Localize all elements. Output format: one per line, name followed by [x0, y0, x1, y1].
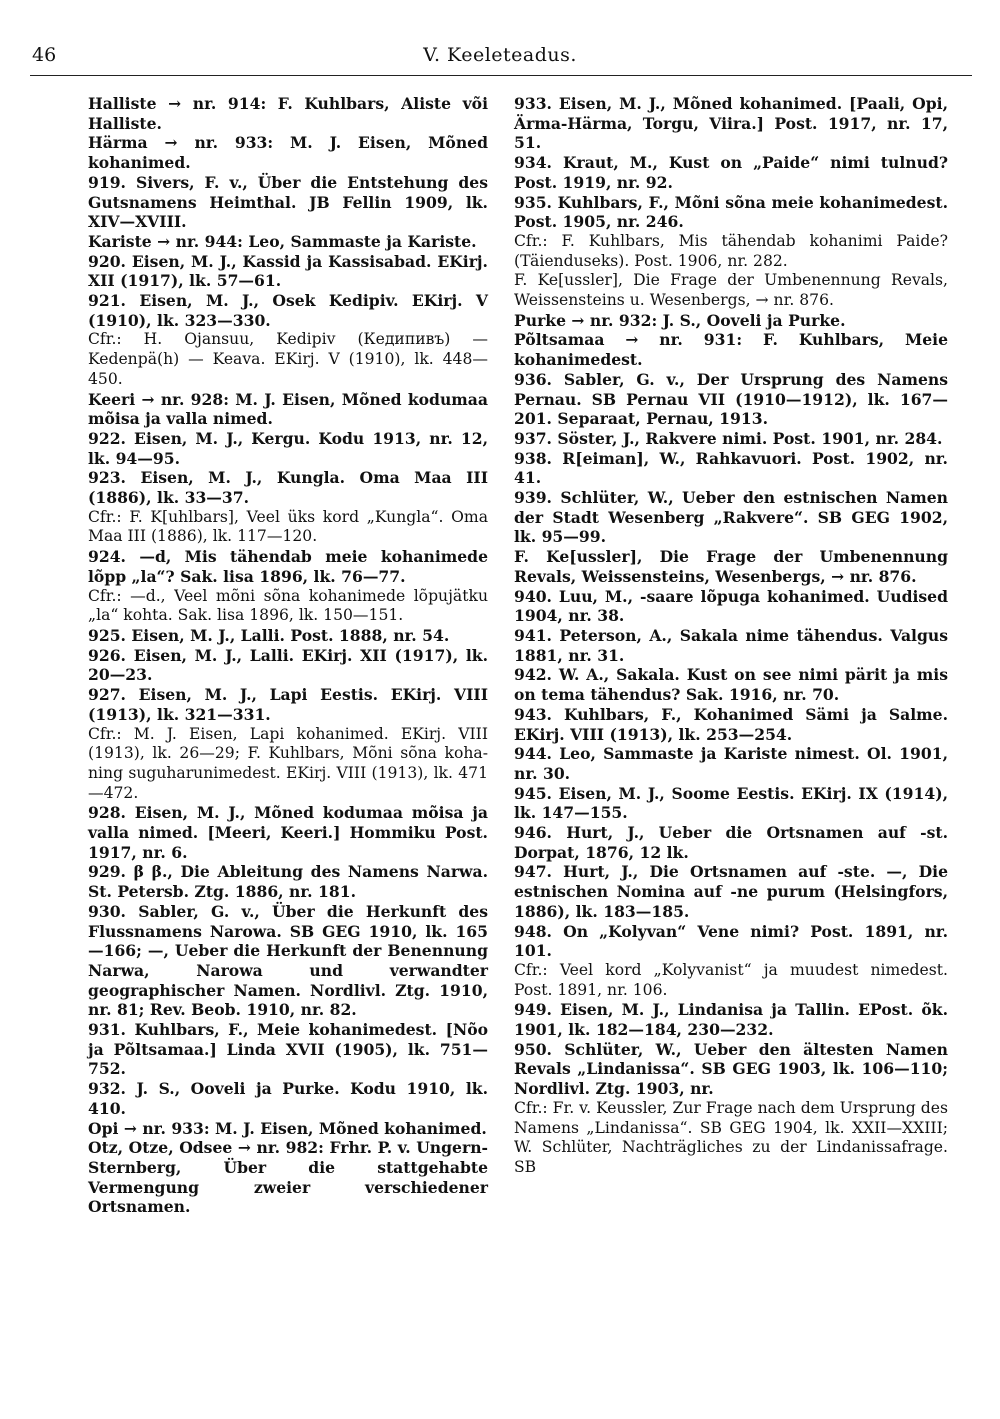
bibliography-entry: 923. Eisen, M. J., Kungla. Oma Maa III (1886), lk. 33—37.	[88, 468, 488, 508]
bibliography-entry: 938. R[eiman], W., Rahkavuori. Post. 1902, nr. 41.	[514, 448, 948, 488]
cross-reference-entry: Cfr.: H. Ojansuu, Kedipiv (Кедипивъ) — Kedenpä(h) — Keava. EKirj. V (1910), lk. 448—450.	[88, 330, 488, 388]
bibliography-entry: 940. Luu, M., -saare lõpuga kohanimed. Uudised 1904, nr. 38.	[514, 586, 948, 626]
bibliography-entry: 949. Eisen, M. J., Lindanisa ja Tallin. EPost. õk. 1901, lk. 182—184, 230—232.	[514, 1000, 948, 1040]
bibliography-entry: 927. Eisen, M. J., Lapi Eestis. EKirj. VIII (1913), lk. 321—331.	[88, 685, 488, 724]
cross-reference-entry: Cfr.: F. Kuhlbars, Mis tähendab kohanimi Paide? (Täienduseks). Post. 1906, nr. 282.	[514, 231, 948, 270]
bibliography-entry: 925. Eisen, M. J., Lalli. Post. 1888, nr. 54.	[88, 625, 450, 645]
cross-reference-entry: Cfr.: —d., Veel mõni sõna kohanimede lõpujätku „la“ kohta. Sak. lisa 1896, lk. 150—151.	[88, 586, 488, 625]
right-column	[514, 94, 948, 1178]
bibliography-entry: Kariste → nr. 944: Leo, Sammaste ja Kariste.	[88, 231, 477, 251]
cross-reference-entry: F. Ke[ussler], Die Frage der Umbenennung Revals, Weissensteins u. Wesenbergs, → nr. 876.	[514, 271, 948, 310]
bibliography-entry: 941. Peterson, A., Sakala nime tähendus. Valgus 1881, nr. 31.	[514, 625, 948, 665]
cross-reference-entry: Cfr.: Veel kord „Kolyvanist“ ja muudest nimedest. Post. 1891, nr. 106.	[514, 960, 948, 999]
bibliography-entry: 936. Sabler, G. v., Der Ursprung des Namens Pernau. SB Pernau VII (1910—1912), lk. 167—201. Separaat, Pernau, 1913.	[514, 369, 948, 429]
bibliography-entry: 932. J. S., Ooveli ja Purke. Kodu 1910, lk. 410.	[88, 1079, 488, 1118]
bibliography-entry: 928. Eisen, M. J., Mõned kodumaa mõisa ja valla nimed. [Meeri, Keeri.] Hommiku Post. 1917, nr. 6.	[88, 803, 488, 862]
bibliography-entry: Halliste → nr. 914: F. Kuhlbars, Aliste või Halliste.	[88, 94, 488, 133]
running-title: V. Keeleteadus.	[423, 44, 577, 66]
left-column	[88, 94, 488, 1217]
bibliography-entry: 921. Eisen, M. J., Osek Kedipiv. EKirj. V (1910), lk. 323—330.	[88, 291, 488, 330]
bibliography-entry: 950. Schlüter, W., Ueber den ältesten Namen Revals „Lindanissa“. SB GEG 1903, lk. 106—110; Nordlivl. Ztg. 1903, nr.	[514, 1039, 948, 1099]
bibliography-entry: Härma → nr. 933: M. J. Eisen, Mõned kohanimed.	[88, 133, 488, 173]
bibliography-entry: Purke → nr. 932: J. S., Ooveli ja Purke.	[514, 310, 846, 330]
cross-reference-entry: Cfr.: Fr. v. Keussler, Zur Frage nach dem Ursprung des Namens „Lindanissa“. SB GEG 1904, lk. XXII—XXIII; W. Schlüter, Nachträgliches zu der Lindanissafrage. SB	[514, 1098, 948, 1176]
bibliography-entry: 933. Eisen, M. J., Mõned kohanimed. [Paali, Opi, Ärma-Härma, Torgu, Viira.] Post. 1917, nr. 17, 51.	[514, 94, 948, 153]
bibliography-entry: 948. On „Kolyvan“ Vene nimi? Post. 1891, nr. 101.	[514, 921, 948, 961]
bibliography-entry: 924. —d, Mis tähendab meie kohanimede lõpp „la“? Sak. lisa 1896, lk. 76—77.	[88, 547, 488, 586]
bibliography-entry: 939. Schlüter, W., Ueber den estnischen Namen der Stadt Wesenberg „Rakvere“. SB GEG 1902, lk. 95—99.	[514, 488, 948, 547]
bibliography-entry: 919. Sivers, F. v., Über die Entstehung des Gutsnamens Heimthal. JB Fellin 1909, lk. XIV—XVIII.	[88, 172, 488, 232]
bibliography-entry: 930. Sabler, G. v., Über die Herkunft des Flussnamens Narowa. SB GEG 1910, lk. 165—166; —, Ueber die Herkunft der Benennung Narwa, Narowa und verwandter geographischer Namen. Nordlivl. Ztg. 1910, nr. 81; Rev. Beob. 1910, nr. 82.	[88, 901, 488, 1020]
bibliography-entry: 931. Kuhlbars, F., Meie kohanimedest. [Nõo ja Põltsamaa.] Linda XVII (1905), lk. 751—752.	[88, 1020, 488, 1079]
bibliography-entry: 926. Eisen, M. J., Lalli. EKirj. XII (1917), lk. 20—23.	[88, 645, 488, 685]
bibliography-entry: 929. β β., Die Ableitung des Namens Narwa. St. Petersb. Ztg. 1886, nr. 181.	[88, 862, 488, 902]
bibliography-entry: 947. Hurt, J., Die Ortsnamen auf -ste. —, Die estnischen Nomina auf -ne purum (Helsingfors, 1886), lk. 183—185.	[514, 862, 948, 921]
bibliography-entry: 934. Kraut, M., Kust on „Paide“ nimi tulnud? Post. 1919, nr. 92.	[514, 153, 948, 192]
bibliography-entry: Keeri → nr. 928: M. J. Eisen, Mõned kodumaa mõisa ja valla nimed.	[88, 389, 488, 429]
page-header	[32, 44, 968, 78]
page-number: 46	[32, 44, 57, 66]
bibliography-entry: 935. Kuhlbars, F., Mõni sõna meie kohanimedest. Post. 1905, nr. 246.	[514, 192, 948, 232]
bibliography-entry: Opi → nr. 933: M. J. Eisen, Mõned kohanimed.	[88, 1118, 487, 1138]
bibliography-entry: Otz, Otze, Odsee → nr. 982: Frhr. P. v. Ungern-Sternberg, Über die stattgehabte Vermengung zweier verschiedener Ortsnamen.	[88, 1138, 488, 1217]
bibliography-entry: 942. W. A., Sakala. Kust on see nimi pärit ja mis on tema tähendus? Sak. 1916, nr. 70.	[514, 665, 948, 705]
bibliography-entry: 920. Eisen, M. J., Kassid ja Kassisabad. EKirj. XII (1917), lk. 57—61.	[88, 251, 488, 291]
bibliography-entry: F. Ke[ussler], Die Frage der Umbenennung Revals, Weissensteins, Wesenbergs, → nr. 876.	[514, 547, 948, 586]
bibliography-entry: 944. Leo, Sammaste ja Kariste nimest. Ol. 1901, nr. 30.	[514, 744, 948, 783]
cross-reference-entry: Cfr.: F. K[uhlbars], Veel üks kord „Kungla“. Oma Maa III (1886), lk. 117—120.	[88, 507, 488, 546]
cross-reference-entry: Cfr.: M. J. Eisen, Lapi kohanimed. EKirj. VIII (1913), lk. 26—29; F. Kuhlbars, Mõni sõna koha- ning suguharunimedest. EKirj. VIII (1913), lk. 471—472.	[88, 724, 488, 802]
header-rule	[30, 75, 972, 76]
bibliography-entry: 937. Söster, J., Rakvere nimi. Post. 1901, nr. 284.	[514, 428, 943, 448]
bibliography-entry: 922. Eisen, M. J., Kergu. Kodu 1913, nr. 12, lk. 94—95.	[88, 428, 488, 468]
bibliography-entry: Põltsamaa → nr. 931: F. Kuhlbars, Meie kohanimedest.	[514, 330, 948, 370]
bibliography-entry: 945. Eisen, M. J., Soome Eestis. EKirj. IX (1914), lk. 147—155.	[514, 783, 948, 823]
bibliography-entry: 943. Kuhlbars, F., Kohanimed Sämi ja Salme. EKirj. VIII (1913), lk. 253—254.	[514, 704, 948, 744]
bibliography-entry: 946. Hurt, J., Ueber die Ortsnamen auf -st. Dorpat, 1876, 12 lk.	[514, 823, 948, 862]
